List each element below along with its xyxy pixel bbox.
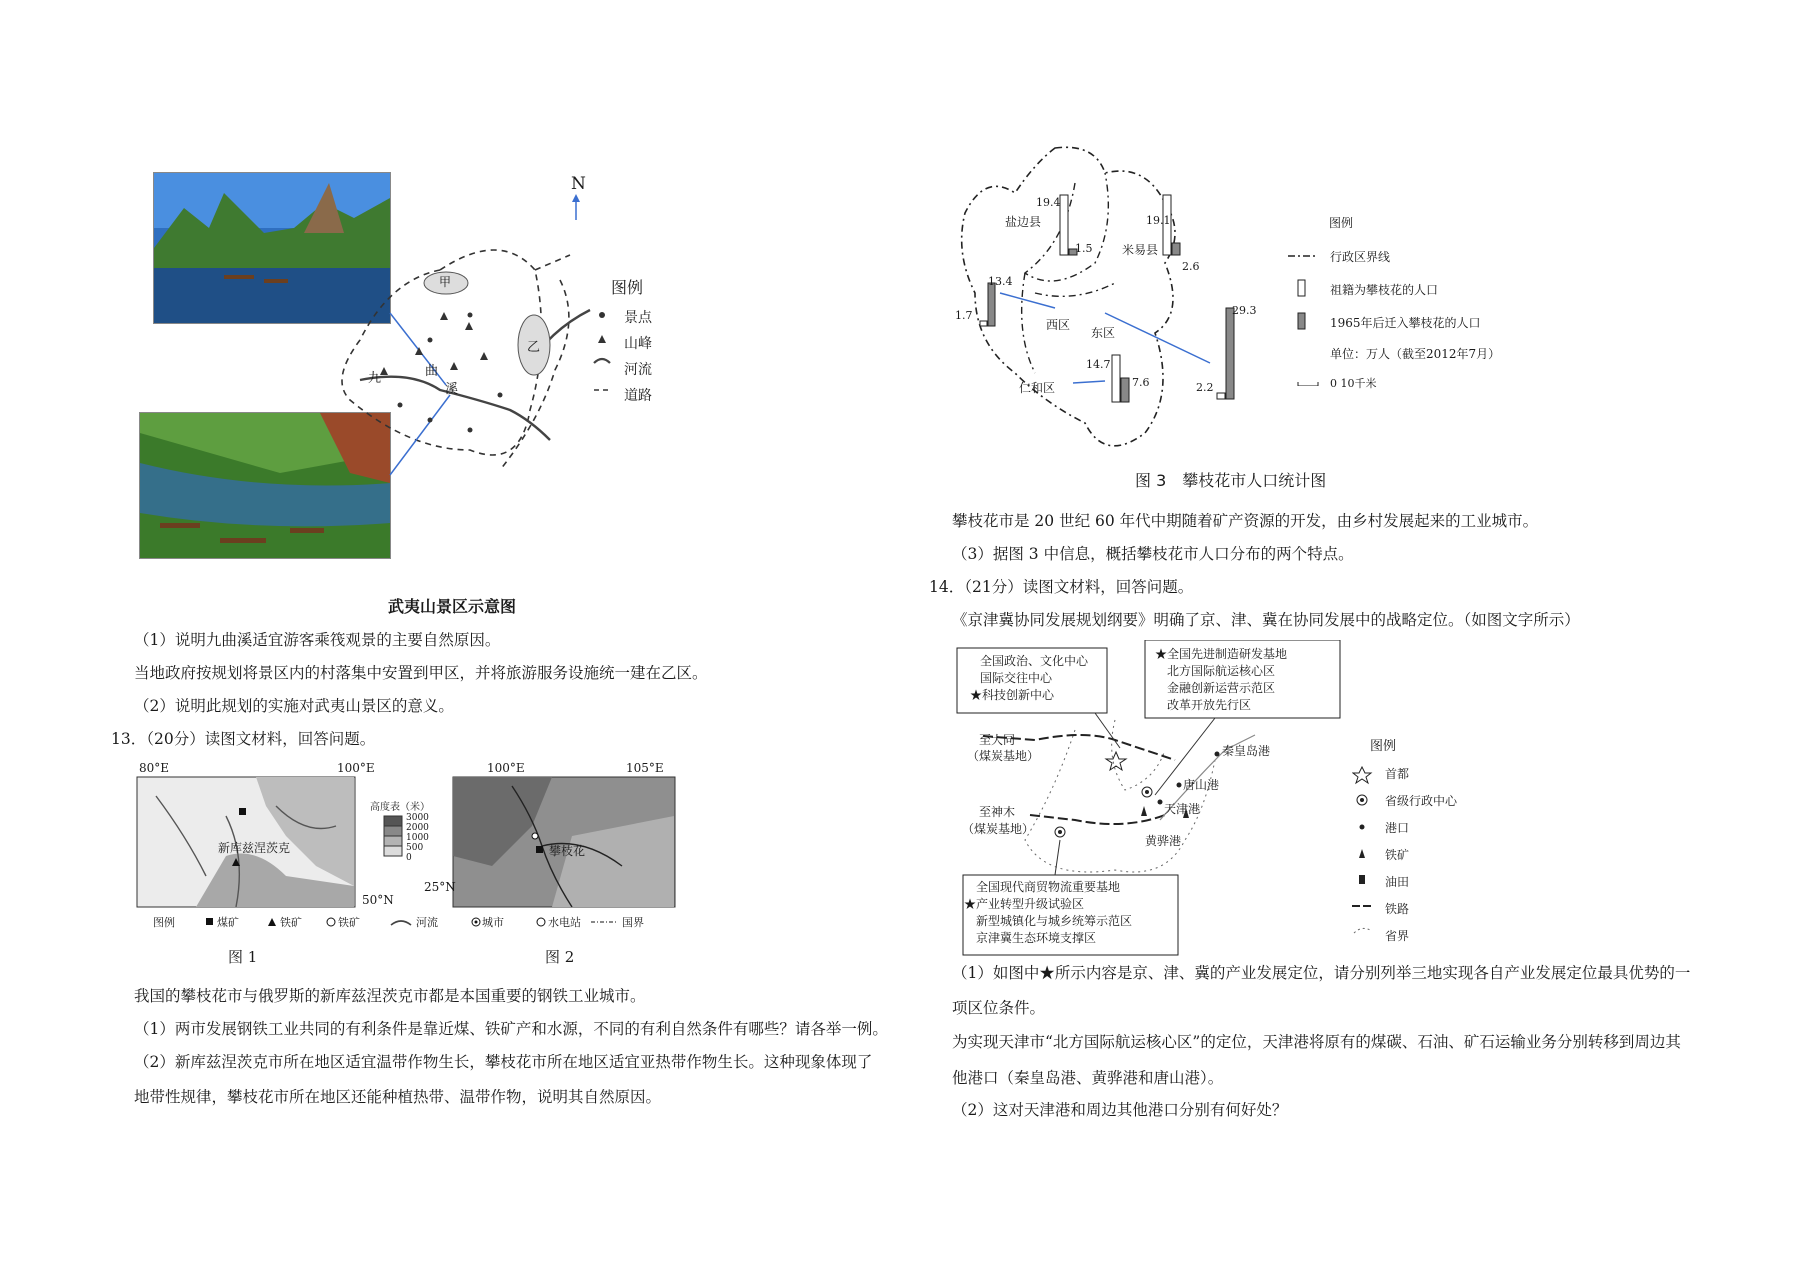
jjj-legend-item: 油田 xyxy=(1385,875,1410,889)
map-legend-item: 水电站 xyxy=(548,916,581,929)
q13-1: （1）两市发展钢铁工业共同的有利条件是靠近煤、铁矿产和水源，不同的有利自然条件有哪些？请各举一例。 xyxy=(134,1020,888,1038)
map-legend-item: 国界 xyxy=(622,916,644,929)
elevation-scale xyxy=(383,815,405,865)
q12-2: （2）说明此规划的实施对武夷山景区的意义。 xyxy=(134,697,454,715)
port-label: 黄骅港 xyxy=(1145,834,1182,848)
elev-value: 1000 xyxy=(406,833,429,843)
wuyi-caption: 武夷山景区示意图 xyxy=(388,597,517,616)
district-label: 东区 xyxy=(1091,326,1116,340)
port-label: 天津港 xyxy=(1164,802,1201,816)
q13-text: 我国的攀枝花市与俄罗斯的新库兹涅茨克市都是本国重要的钢铁工业城市。 xyxy=(134,987,646,1005)
pop-legend-title: 图例 xyxy=(1329,216,1354,230)
q14-text2b: 他港口（秦皇岛港、黄骅港和唐山港）。 xyxy=(952,1069,1224,1087)
map-legend-item: 铁矿 xyxy=(338,916,360,929)
datong-label: 至大同 xyxy=(979,733,1016,747)
hebei-box-line: ★产业转型升级试验区 xyxy=(964,897,1085,911)
port-label: 唐山港 xyxy=(1183,778,1220,792)
fig2-lon2: 105°E xyxy=(626,761,664,775)
jjj-legend-item: 铁路 xyxy=(1385,902,1410,916)
map-legend-item: 城市 xyxy=(482,916,504,929)
wuyi-legend-item: 山峰 xyxy=(624,336,652,352)
pop-legend-item: 祖籍为攀枝花的人口 xyxy=(1330,283,1439,297)
value-native: 2.2 xyxy=(1196,381,1214,394)
value-migrant: 7.6 xyxy=(1132,376,1150,389)
value-migrant: 13.4 xyxy=(988,275,1013,288)
jjj-legend-item: 港口 xyxy=(1385,821,1410,835)
hebei-box-line: 京津冀生态环境支撑区 xyxy=(976,931,1097,945)
wuyi-legend-symbols xyxy=(592,305,622,405)
elev-value: 2000 xyxy=(406,823,429,833)
wuyi-legend-item: 河流 xyxy=(624,362,652,378)
jjj-legend-title: 图例 xyxy=(1370,739,1397,754)
tianjin-box-line: 金融创新运营示范区 xyxy=(1167,681,1276,695)
p1: 攀枝花市是 20 世纪 60 年代中期随着矿产资源的开发，由乡村发展起来的工业城市。 xyxy=(952,512,1539,530)
north-label: N xyxy=(571,174,586,194)
value-migrant: 1.5 xyxy=(1075,242,1093,255)
pop-legend-symbols xyxy=(1286,246,1326,386)
value-native: 19.4 xyxy=(1036,196,1061,209)
population-map xyxy=(955,143,1255,463)
map-legend-title: 图例 xyxy=(153,916,175,929)
map-legend-item: 煤矿 xyxy=(217,916,239,929)
fig1-caption: 图 1 xyxy=(228,948,258,966)
value-native: 14.7 xyxy=(1086,358,1111,371)
place-jiu: 九 xyxy=(368,371,382,386)
elev-value: 0 xyxy=(406,853,412,863)
pop-legend-item: 行政区界线 xyxy=(1330,250,1391,264)
hebei-box-line: 新型城镇化与城乡统筹示范区 xyxy=(976,914,1133,928)
fig1-lon1: 80°E xyxy=(139,761,170,775)
place-qu: 曲 xyxy=(425,364,439,379)
fig1-lat: 50°N xyxy=(362,893,394,907)
elev-value: 3000 xyxy=(406,813,429,823)
pop-legend-item: 单位：万人（截至2012年7月） xyxy=(1330,347,1501,361)
fig1-city: 新库兹涅茨克 xyxy=(218,841,291,855)
hebei-box-line: 全国现代商贸物流重要基地 xyxy=(976,880,1121,894)
value-migrant: 2.6 xyxy=(1182,260,1200,273)
value-migrant: 29.3 xyxy=(1232,304,1257,317)
value-native: 1.7 xyxy=(955,309,973,322)
place-xi: 溪 xyxy=(445,382,459,397)
wuyi-map xyxy=(320,170,600,480)
beijing-box-line: 国际交往中心 xyxy=(980,671,1053,685)
zone-jia-label: 甲 xyxy=(439,275,452,289)
q14-text: 《京津冀协同发展规划纲要》明确了京、津、冀在协同发展中的战略定位。（如图文字所示） xyxy=(952,611,1580,629)
q14-text2a: 为实现天津市“北方国际航运核心区”的定位，天津港将原有的煤碳、石油、矿石运输业务分别转移到周边其 xyxy=(952,1033,1681,1051)
shenmu-label: 至神木 xyxy=(979,805,1016,819)
jjj-legend-item: 铁矿 xyxy=(1385,848,1410,862)
fig1-lon2: 100°E xyxy=(337,761,375,775)
shenmu-label: （煤炭基地） xyxy=(962,822,1035,836)
pop-legend-item: 1965年后迁入攀枝花的人口 xyxy=(1330,316,1481,330)
q14-1a: （1）如图中★所示内容是京、津、冀的产业发展定位，请分别列举三地实现各自产业发展定位最具优势的一 xyxy=(952,964,1691,982)
district-label: 仁和区 xyxy=(1019,381,1056,395)
q13-2a: （2）新库兹涅茨克市所在地区适宜温带作物生长，攀枝花市所在地区适宜亚热带作物生长。这种现象体现了 xyxy=(134,1053,873,1071)
elev-title: 高度表（米） xyxy=(370,802,430,813)
tianjin-box-line: 北方国际航运核心区 xyxy=(1167,664,1276,678)
wuyi-legend-item: 景点 xyxy=(624,310,652,326)
q13-head: 13．（20分）读图文材料，回答问题。 xyxy=(111,730,376,748)
jjj-legend-item: 省级行政中心 xyxy=(1385,794,1458,808)
fig2-lon1: 100°E xyxy=(487,761,525,775)
pop-legend-item: 0 10千米 xyxy=(1330,377,1377,390)
fig2-lat: 25°N xyxy=(424,880,456,894)
q13-3: （3）据图 3 中信息，概括攀枝花市人口分布的两个特点。 xyxy=(952,545,1354,563)
tianjin-box-line: 改革开放先行区 xyxy=(1167,698,1252,712)
q13-2b: 地带性规律，攀枝花市所在地区还能种植热带、温带作物，说明其自然原因。 xyxy=(134,1088,662,1106)
map-legend-symbols xyxy=(206,915,676,929)
zone-yi-label: 乙 xyxy=(527,340,541,355)
port-label: 秦皇岛港 xyxy=(1222,744,1271,758)
elev-value: 500 xyxy=(406,843,424,853)
beijing-box-line: 全国政治、文化中心 xyxy=(980,654,1089,668)
beijing-box-line: ★科技创新中心 xyxy=(970,688,1055,702)
fig3-caption: 图 3 攀枝花市人口统计图 xyxy=(1135,471,1327,490)
q14-1b: 项区位条件。 xyxy=(952,999,1046,1017)
district-label: 盐边县 xyxy=(1005,215,1042,229)
q12-1: （1）说明九曲溪适宜游客乘筏观景的主要自然原因。 xyxy=(134,631,501,649)
district-label: 西区 xyxy=(1046,318,1071,332)
fig2-caption: 图 2 xyxy=(545,948,575,966)
jjj-legend-symbols xyxy=(1352,765,1378,935)
map-legend-item: 铁矿 xyxy=(280,916,302,929)
fig2-city: 攀枝花 xyxy=(549,844,586,858)
jjj-legend-item: 首都 xyxy=(1385,767,1410,781)
jjj-legend-item: 省界 xyxy=(1385,929,1410,943)
wuyi-legend-title: 图例 xyxy=(611,278,644,297)
q12-text: 当地政府按规划将景区内的村落集中安置到甲区，并将旅游服务设施统一建在乙区。 xyxy=(134,664,708,682)
q14-head: 14．（21分）读图文材料，回答问题。 xyxy=(929,578,1194,596)
map-legend-item: 河流 xyxy=(416,916,438,929)
value-native: 19.1 xyxy=(1146,214,1171,227)
wuyi-legend-item: 道路 xyxy=(624,388,652,404)
tianjin-box-line: ★全国先进制造研发基地 xyxy=(1155,647,1288,661)
q14-2: （2）这对天津港和周边其他港口分别有何好处？ xyxy=(952,1101,1288,1119)
datong-label: （煤炭基地） xyxy=(967,749,1040,763)
district-label: 米易县 xyxy=(1122,243,1159,257)
